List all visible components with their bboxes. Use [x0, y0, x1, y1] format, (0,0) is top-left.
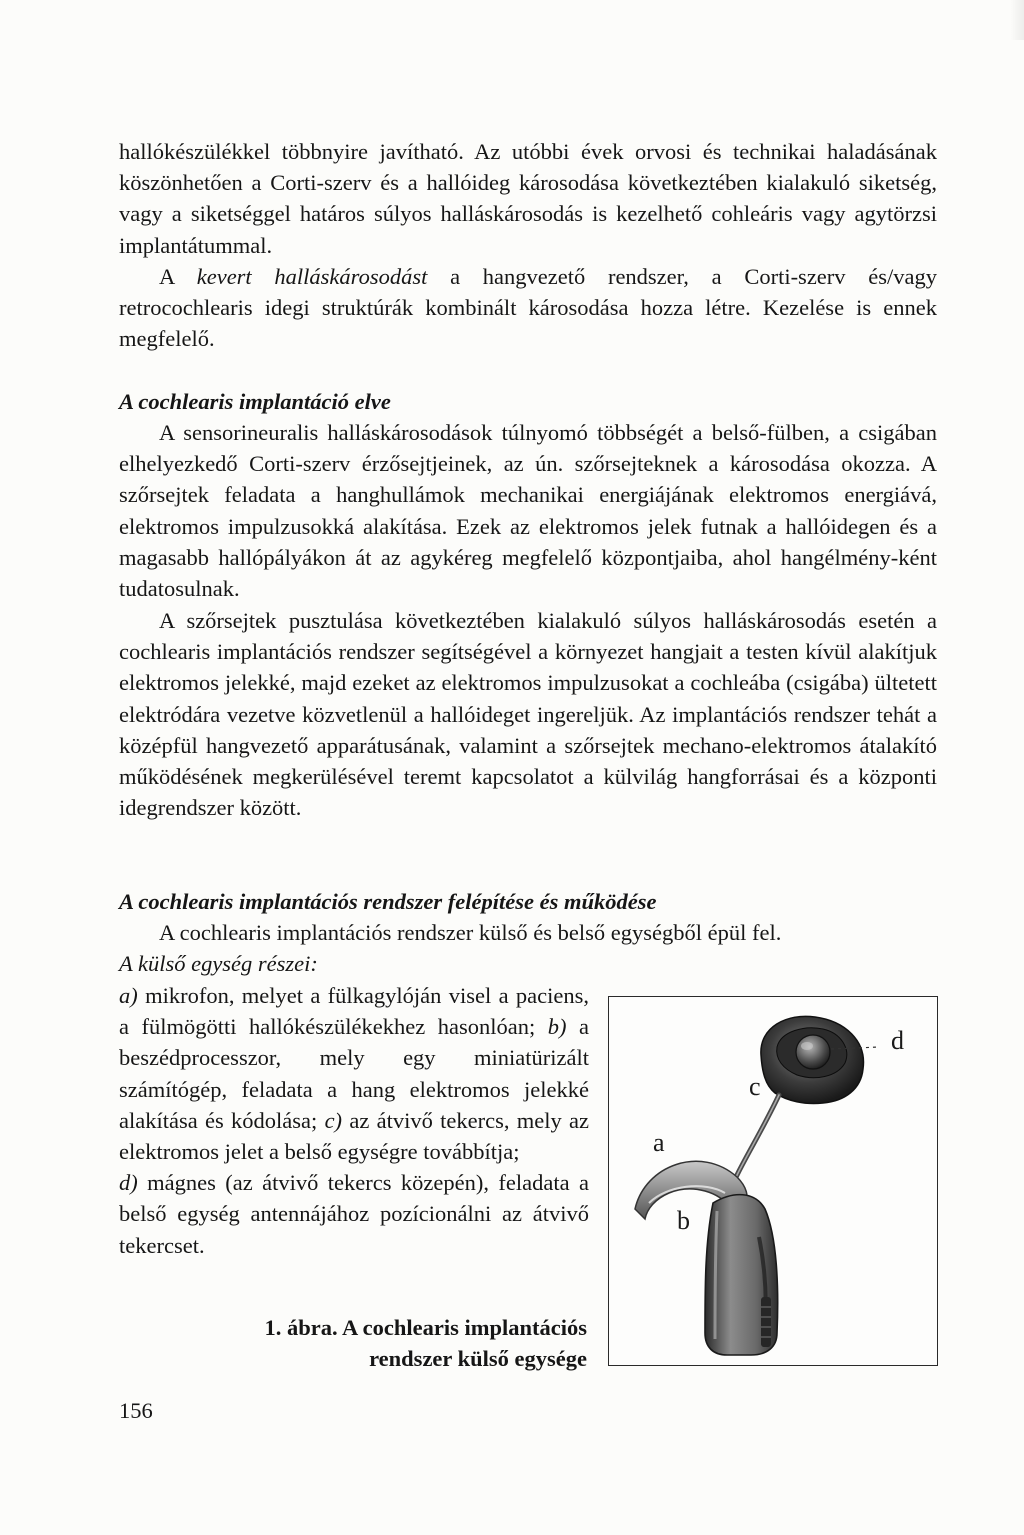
- paragraph-mixed-hearing-loss: [119, 261, 937, 355]
- figure-caption: [119, 1312, 587, 1374]
- list-letter-d: d): [119, 1170, 138, 1196]
- caption-line-2: rendszer külső egysége: [369, 1346, 587, 1371]
- subheading-external-unit: A külső egység részei:: [119, 951, 318, 976]
- paragraph-text: a hangvezető rendszer, a Corti-szerv és/vagy retrocochlearis idegi struktúrák kombinált károsodása hozza létre. Kezelése is ennek megfelelő.: [119, 264, 937, 352]
- speech-processor-icon: [705, 1195, 778, 1355]
- paragraph-principle-2: A szőrsejtek pusztulása következtében kialakuló súlyos halláskárosodás esetén a cochlearis implantációs rendszer segítségével a környezet hangjait a testen kívül alakítjuk elektromos jelekké, majd ezeket az elektromos impulzusokat a cochleába (csigába) ültetett elektródára vezetve közvetlenül a hallóideget ingereljük. Az implantációs rendszer tehát a középfül hangvezető apparátusának, valamint a szőrsejtek mechano-elektromos átalakító működésének megkerülésével teremt kapcsolatot a külvilág hangforrásai és a központi idegrendszer között.: [119, 608, 937, 821]
- implant-illustration: [609, 997, 939, 1367]
- section-heading-structure: A cochlearis implantációs rendszer felépítése és működése: [119, 889, 657, 914]
- list-item-text: az átvivő tekercs, mely az elektromos jelet a belső egységre továbbítja;: [119, 1107, 590, 1165]
- page-edge-shadow: [1010, 0, 1024, 40]
- list-item-text: mikrofon, melyet a fülkagylóján visel a paciens, a fülmögötti hallókészülékekhez hasonlóan;: [119, 983, 589, 1040]
- list-item-text: mágnes (az átvivő tekercs közepén), feladata a belső egység antennájához pozícionálni az átvivő tekercset.: [119, 1170, 589, 1258]
- figure-label-b: b: [677, 1206, 690, 1235]
- paragraph-intro: [119, 136, 937, 261]
- magnet-icon: [796, 1035, 830, 1069]
- paragraph-text: A: [159, 264, 197, 289]
- figure-label-a: a: [653, 1128, 665, 1157]
- figure-label-d: d: [891, 1026, 904, 1055]
- figure-cochlear-implant-external-unit: [608, 996, 938, 1366]
- list-letter-b: b): [547, 1014, 567, 1040]
- figure-label-c: c: [749, 1072, 761, 1101]
- page-number: 156: [119, 1398, 153, 1423]
- section-heading-principle: A cochlearis implantáció elve: [119, 389, 391, 414]
- list-letter-c: c): [324, 1107, 343, 1133]
- italic-term: kevert halláskárosodást: [196, 264, 428, 289]
- list-item-text: a beszédprocesszor, mely egy miniatürizált számítógép, feladata a hang elektromos jelekké alakítása és kódolása;: [119, 1014, 589, 1133]
- paragraph-principle-1: A sensorineuralis halláskárosodások túlnyomó többségét a belső-fülben, a csigában elhelyezkedő Corti-szerv érzősejtjeinek, az ún. szőrsejteknek a károsodása okozza. A szőrsejtek feladata a hanghullámok mechanikai energiájának elektromos energiává, elektromos impulzusokká alakítása. Ezek az elektromos jelek futnak a hallóidegen és a magasabb hallópályákon át az agykéreg megfelelő központjaiba, ahol hangélmény-ként tudatosulnak.: [119, 420, 937, 602]
- external-unit-parts-list: [119, 980, 589, 1261]
- caption-line-1: 1. ábra. A cochlearis implantációs: [264, 1315, 587, 1340]
- paragraph-intro-text: hallókészülékkel többnyire javítható. Az utóbbi évek orvosi és technikai haladásának köszönhetően a Corti-szerv és a hallóideg károsodása következtében kialakuló siketség, vagy a siketséggel határos súlyos halláskárosodás is kezelhető cohleáris vagy agytörzsi implantátummal.: [119, 139, 937, 258]
- list-letter-a: a): [119, 983, 138, 1008]
- paragraph-structure-intro: A cochlearis implantációs rendszer külső és belső egységből épül fel.: [159, 920, 782, 945]
